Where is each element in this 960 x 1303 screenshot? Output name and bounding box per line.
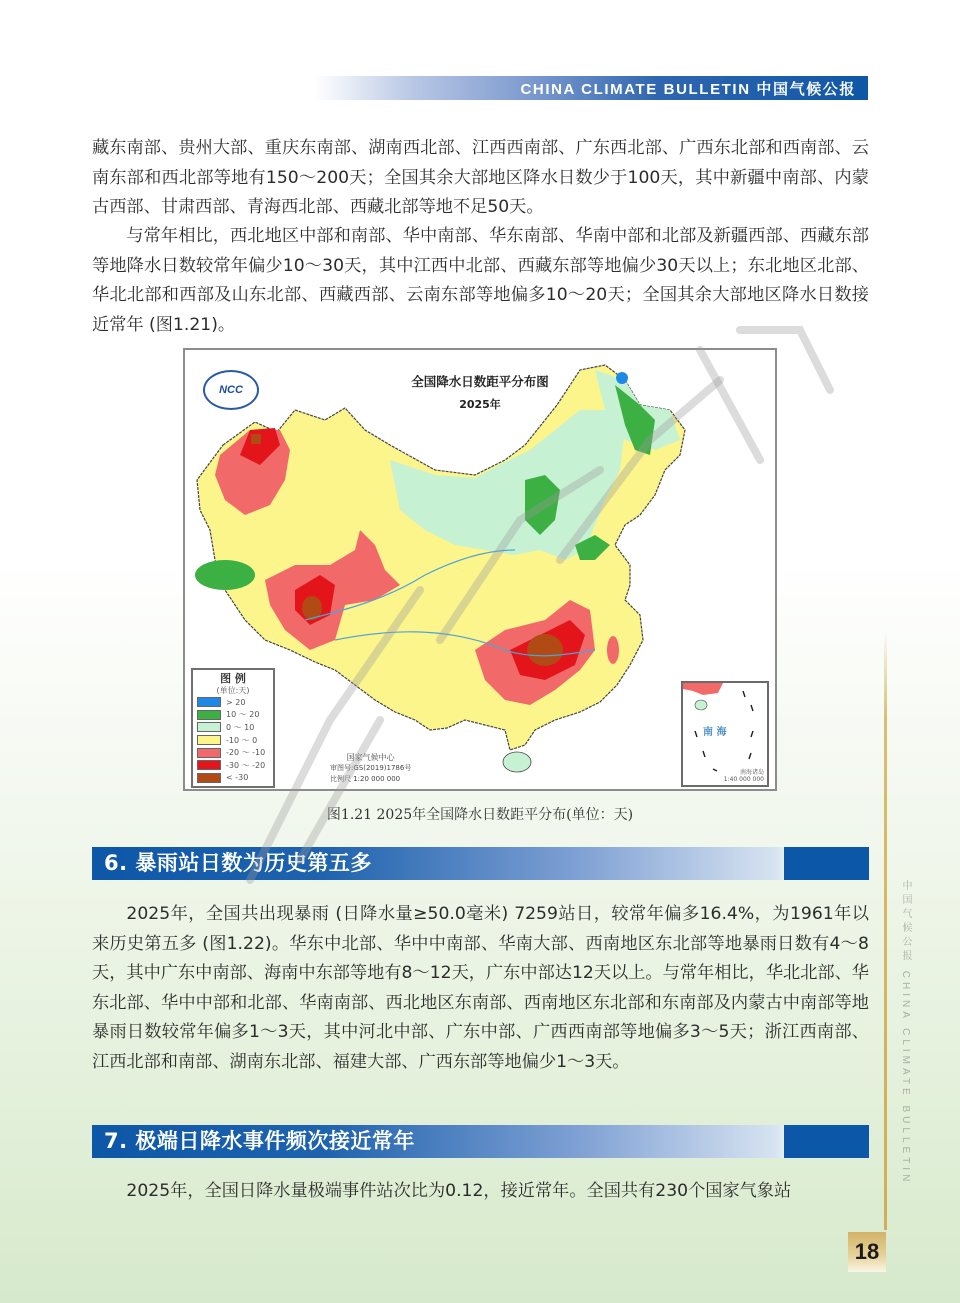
inset-footnote: [724, 769, 764, 783]
section-heading-6: [92, 847, 869, 880]
legend-item: [197, 734, 269, 747]
south-china-sea-inset: [681, 681, 769, 787]
page-number: 18: [848, 1232, 886, 1272]
running-header-title: CHINA CLIMATE BULLETIN 中国气候公报: [520, 80, 856, 98]
legend-item: [197, 759, 269, 772]
inset-foot-scale: 1:40 000 000: [723, 776, 764, 783]
body-paragraph: 2025年，全国日降水量极端事件站次比为0.12，接近常年。全国共有230个国家气象站: [126, 1181, 792, 1201]
legend-swatch: [197, 748, 221, 758]
vertical-running-title: 中国气候公报 CHINA CLIMATE BULLETIN: [900, 880, 911, 1186]
legend-label: 10 ～ 20: [226, 710, 260, 720]
legend-item: [197, 772, 269, 785]
margin-gold-rule: [884, 630, 887, 1230]
legend-swatch: [197, 735, 221, 745]
section-bar-accent: [784, 1125, 869, 1158]
running-header: [315, 76, 868, 100]
inset-foot-title: 南海诸岛: [739, 769, 764, 776]
legend-title: 图 例: [220, 672, 246, 685]
legend-label: > 20: [226, 697, 246, 707]
legend-label: -30 ～ -20: [226, 760, 266, 770]
map-legend: [191, 668, 275, 788]
section-bar-accent: [784, 847, 869, 880]
legend-unit: (单位:天): [216, 686, 250, 695]
body-paragraph: 藏东南部、贵州大部、重庆东南部、湖南西北部、江西西南部、广东西北部、广西东北部和西南部、云南东部和西北部等地有150～200天；全国其余大部地区降水日数少于100天，其中新疆中南部、内蒙古西部、甘肃西部、青海西北部、西藏北部等地不足50天。: [92, 138, 869, 217]
section-title: 6. 暴雨站日数为历史第五多: [104, 851, 372, 875]
credits-scale: 比例尺 1:20 000 000: [330, 775, 401, 783]
body-paragraph: 与常年相比，西北地区中部和南部、华中南部、华东南部、华南中部和北部及新疆西部、西藏东部等地降水日数较常年偏少10～30天，其中江西中北部、西藏东部等地偏少30天以上；东北地区北部、华北北部和西部及山东北部、西藏西部、云南东部等地偏多10～20天；全国其余大部地区降水日数接近常年 (图1.21)。: [92, 226, 869, 335]
legend-label: 0 ～ 10: [226, 722, 255, 732]
legend-label: < -30: [226, 773, 249, 783]
legend-label: -20 ～ -10: [226, 748, 266, 758]
figure-caption: 图1.21 2025年全国降水日数距平分布(单位：天): [326, 807, 634, 823]
credits-approval: 审图号:GS(2019)1786号: [330, 764, 412, 772]
precipitation-days-anomaly-map: [183, 348, 777, 791]
legend-item: [197, 709, 269, 722]
inset-label: 南 海: [703, 727, 727, 738]
legend-swatch: [197, 722, 221, 732]
body-paragraph: 2025年，全国共出现暴雨 (日降水量≥50.0毫米) 7259站日，较常年偏多16.4%，为1961年以来历史第五多 (图1.22)。华东中北部、华中中南部、华南大部、西南地区东北部等地暴雨日数有4～8天，其中广东中南部、海南中东部等地有8～12天，广东中部达12天以上。与常年相比，华北北部、华东北部、华中中部和北部、华南南部、西北地区东南部、西南地区东北部和东南部及内蒙古中南部等地暴雨日数较常年偏多1～3天，其中河北中部、广东中部、广西西南部等地偏多3～5天；浙江西南部、江西北部和南部、湖南东北部、福建大部、广西东部等地偏少1～3天。: [92, 904, 869, 1072]
map-title: 全国降水日数距平分布图: [411, 374, 549, 389]
section-heading-7: [92, 1125, 869, 1158]
legend-swatch: [197, 773, 221, 783]
legend-label: -10 ～ 0: [226, 735, 258, 745]
credits-org: 国家气候中心: [346, 753, 395, 762]
legend-swatch: [197, 697, 221, 707]
legend-swatch: [197, 760, 221, 770]
ncc-logo: NCC: [203, 370, 259, 410]
section-title: 7. 极端日降水事件频次接近常年: [104, 1129, 415, 1153]
legend-item: [197, 721, 269, 734]
map-credits: [330, 752, 411, 785]
legend-swatch: [197, 710, 221, 720]
map-year: 2025年: [459, 398, 501, 411]
legend-item: [197, 696, 269, 709]
legend-item: [197, 746, 269, 759]
